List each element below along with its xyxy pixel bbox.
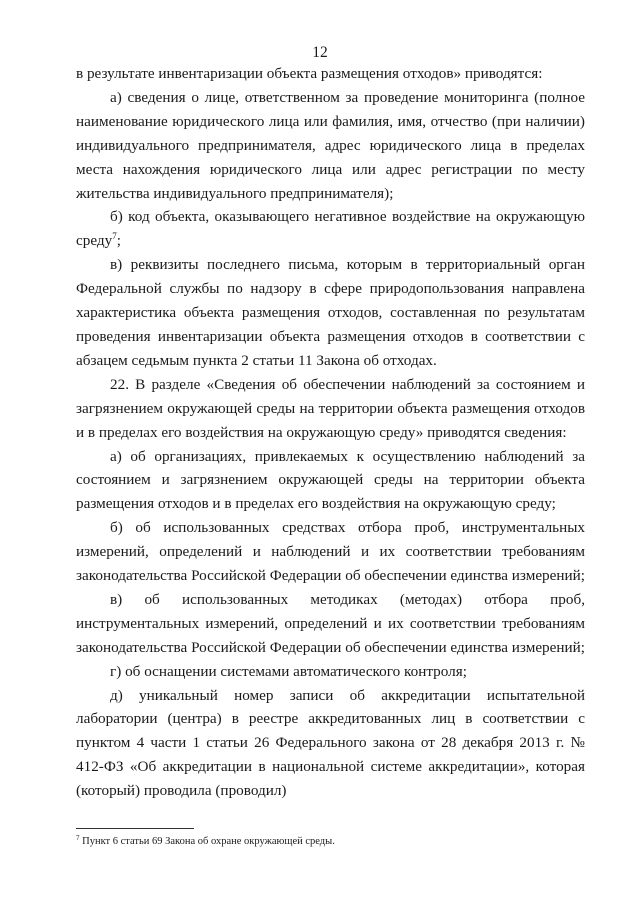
paragraph-item-v: в) реквизиты последнего письма, которым в территориальный орган Федеральной службы по надзору в сфере природопользования направлена характеристика объекта размещения отходов, составленная по результатам проведения инвентаризации объекта размещения отходов в соответствии с абзацем седьмым пункта 2 статьи 11 Закона об отходах. bbox=[76, 256, 585, 369]
footnote-number: 7 bbox=[76, 834, 80, 842]
paragraph-continuation: в результате инвентаризации объекта размещения отходов» приводятся: bbox=[76, 65, 543, 82]
paragraph-item-b-22: б) об использованных средствах отбора проб, инструментальных измерений, определений и наблюдений и их соответствии требованиям законодательства Российской Федерации об обеспечении единства измерений; bbox=[76, 519, 585, 585]
paragraph-item-b-end: ; bbox=[116, 232, 121, 250]
paragraph-item-v-22: в) об использованных методиках (методах) отбора проб, инструментальных измерений, определений и их соответствии требованиям законодательства Российской Федерации об обеспечении единства измерений; bbox=[76, 590, 585, 656]
footnote-text: Пункт 6 статьи 69 Закона об охране окружающей среды. bbox=[82, 836, 335, 847]
footnote-reference: 7 bbox=[112, 231, 117, 242]
paragraph-item-a: а) сведения о лице, ответственном за проведение мониторинга (полное наименование юридического лица или фамилия, имя, отчество (при наличии) индивидуального предпринимателя, адрес юридического лица в пределах места нахождения юридического лица или адрес регистрации по месту жительства индивидуального предпринимателя); bbox=[76, 88, 585, 202]
paragraph-clause-22: 22. В разделе «Сведения об обеспечении наблюдений за состоянием и загрязнением окружающей среды на территории объекта размещения отходов и в пределах его воздействия на окружающую среду» приводятся сведения: bbox=[76, 375, 585, 441]
paragraph-item-g-22: г) об оснащении системами автоматического контроля; bbox=[110, 662, 467, 680]
paragraph-item-b-text: б) код объекта, оказывающего негативное воздействие на окружающую среду bbox=[76, 208, 585, 250]
paragraph-item-a-22: а) об организациях, привлекаемых к осуществлению наблюдений за состоянием и загрязнением окружающей среды на территории объекта размещения отходов и в пределах его воздействия на окружающую среду; bbox=[76, 447, 585, 513]
body-text bbox=[76, 62, 585, 803]
paragraph-item-d-22: д) уникальный номер записи об аккредитации испытательной лаборатории (центра) в реестре аккредитованных лиц в соответствии с пунктом 4 части 1 статьи 26 Федерального закона от 28 декабря 2013 г. № 412-ФЗ «Об аккредитации в национальной системе аккредитации», которая (который) проводила (проводил) bbox=[76, 686, 585, 800]
footnote-divider bbox=[76, 828, 194, 829]
paragraph-item-b bbox=[76, 205, 585, 253]
footnote bbox=[76, 835, 585, 849]
page-number: 12 bbox=[312, 44, 328, 61]
